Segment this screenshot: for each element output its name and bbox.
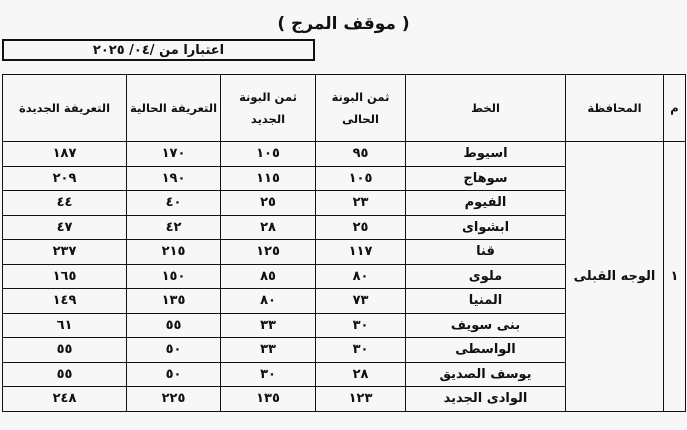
cell-current-tariff: ٤٢ xyxy=(127,215,221,240)
row-group-index: ١ xyxy=(664,142,686,412)
cell-new-tariff: ١٤٩ xyxy=(3,289,127,314)
page-title: ( موقف المرج ) xyxy=(277,14,410,34)
cell-line: المنيا xyxy=(406,289,566,314)
cell-new-voucher: ١٣٥ xyxy=(221,387,316,412)
header-current-voucher xyxy=(316,75,406,142)
table-row xyxy=(3,142,686,167)
cell-line: اسيوط xyxy=(406,142,566,167)
cell-new-tariff: ١٦٥ xyxy=(3,264,127,289)
cell-current-voucher: ٨٠ xyxy=(316,264,406,289)
cell-current-tariff: ١٩٠ xyxy=(127,166,221,191)
cell-line: الوادى الجديد xyxy=(406,387,566,412)
cell-line: بنى سويف xyxy=(406,313,566,338)
cell-new-tariff: ٤٤ xyxy=(3,191,127,216)
effective-date-text: اعتبارا من /٠٤/ ٢٠٢٥ xyxy=(92,42,225,58)
effective-date-box xyxy=(2,39,315,61)
header-new-voucher-line1: ثمن البونة xyxy=(239,90,297,104)
cell-new-voucher: ٢٨ xyxy=(221,215,316,240)
cell-line: ملوى xyxy=(406,264,566,289)
cell-current-tariff: ١٧٠ xyxy=(127,142,221,167)
cell-current-tariff: ٤٠ xyxy=(127,191,221,216)
cell-new-tariff: ٥٥ xyxy=(3,338,127,363)
cell-current-voucher: ٧٣ xyxy=(316,289,406,314)
cell-line: الواسطى xyxy=(406,338,566,363)
cell-line: يوسف الصديق xyxy=(406,362,566,387)
header-governorate: المحافظة xyxy=(566,75,664,142)
cell-current-voucher: ٣٠ xyxy=(316,313,406,338)
cell-line: ابشواى xyxy=(406,215,566,240)
header-current-voucher-line2: الحالى xyxy=(342,112,379,126)
header-row xyxy=(3,75,686,142)
cell-line: قنا xyxy=(406,240,566,265)
header-new-voucher-line2: الجديد xyxy=(250,112,286,126)
cell-current-tariff: ٢١٥ xyxy=(127,240,221,265)
cell-new-tariff: ٤٧ xyxy=(3,215,127,240)
cell-current-voucher: ٢٥ xyxy=(316,215,406,240)
cell-new-tariff: ١٨٧ xyxy=(3,142,127,167)
cell-new-voucher: ٣٣ xyxy=(221,313,316,338)
cell-new-voucher: ٣٠ xyxy=(221,362,316,387)
cell-new-voucher: ٨٠ xyxy=(221,289,316,314)
cell-line: سوهاج xyxy=(406,166,566,191)
cell-current-voucher: ٢٣ xyxy=(316,191,406,216)
cell-new-voucher: ٢٥ xyxy=(221,191,316,216)
cell-current-tariff: ٥٠ xyxy=(127,338,221,363)
cell-line: الفيوم xyxy=(406,191,566,216)
header-line: الخط xyxy=(406,75,566,142)
header-current-tariff: التعريفة الحالية xyxy=(127,75,221,142)
cell-current-voucher: ١١٧ xyxy=(316,240,406,265)
cell-new-voucher: ٣٣ xyxy=(221,338,316,363)
cell-new-voucher: ٨٥ xyxy=(221,264,316,289)
cell-new-tariff: ٢٤٨ xyxy=(3,387,127,412)
cell-new-voucher: ١٢٥ xyxy=(221,240,316,265)
cell-current-tariff: ١٣٥ xyxy=(127,289,221,314)
tariff-table xyxy=(2,74,686,412)
cell-current-tariff: ٥٥ xyxy=(127,313,221,338)
cell-new-tariff: ٢٣٧ xyxy=(3,240,127,265)
cell-current-tariff: ٢٢٥ xyxy=(127,387,221,412)
cell-new-tariff: ٦١ xyxy=(3,313,127,338)
cell-current-voucher: ٩٥ xyxy=(316,142,406,167)
cell-current-voucher: ١٠٥ xyxy=(316,166,406,191)
cell-new-voucher: ١٠٥ xyxy=(221,142,316,167)
cell-current-tariff: ١٥٠ xyxy=(127,264,221,289)
header-current-voucher-line1: ثمن البونة xyxy=(331,90,390,104)
row-group-governorate: الوجه القبلى xyxy=(566,142,664,412)
cell-current-voucher: ٢٨ xyxy=(316,362,406,387)
cell-current-voucher: ١٢٣ xyxy=(316,387,406,412)
cell-new-voucher: ١١٥ xyxy=(221,166,316,191)
cell-current-voucher: ٣٠ xyxy=(316,338,406,363)
cell-new-tariff: ٢٠٩ xyxy=(3,166,127,191)
cell-current-tariff: ٥٠ xyxy=(127,362,221,387)
cell-new-tariff: ٥٥ xyxy=(3,362,127,387)
header-index: م xyxy=(664,75,686,142)
header-new-voucher xyxy=(221,75,316,142)
header-new-tariff: التعريفة الجديدة xyxy=(3,75,127,142)
